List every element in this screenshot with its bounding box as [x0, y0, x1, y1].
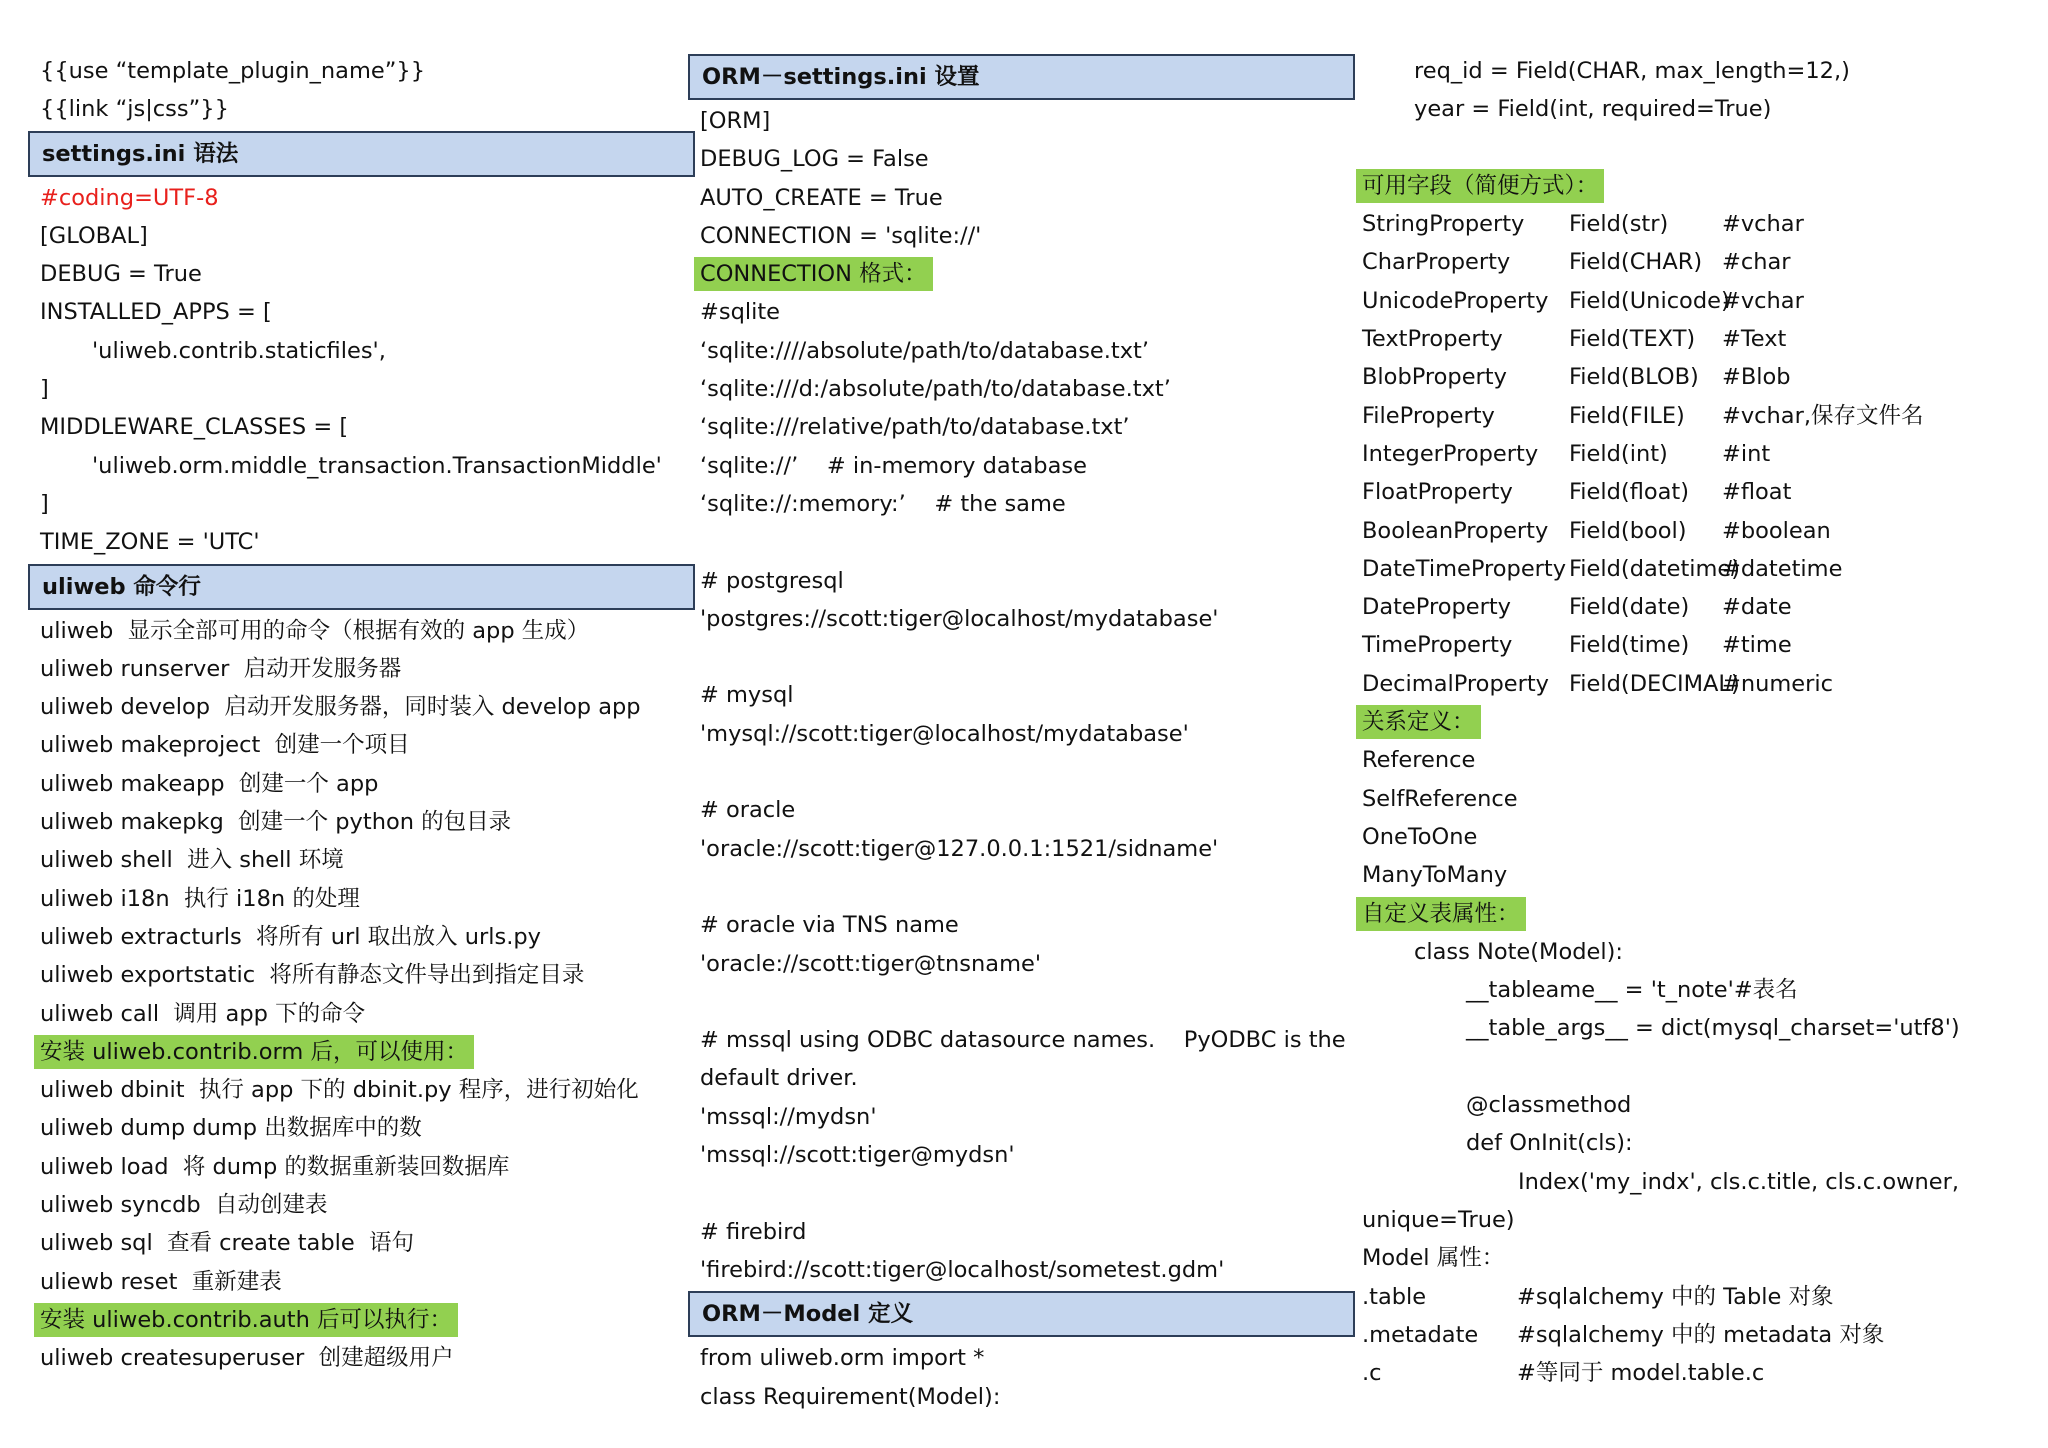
- db-type: #numeric: [1722, 670, 1834, 697]
- model-attribute-row: [1362, 1316, 2042, 1354]
- text-line: {{use “template_plugin_name”}}: [40, 58, 426, 84]
- field-shortcut: Field(DECIMAL): [1569, 670, 1740, 697]
- text-line: uliweb makeapp 创建一个 app: [40, 770, 379, 797]
- field-shortcut: Field(datetime): [1569, 555, 1741, 582]
- text-line: # firebird: [700, 1218, 807, 1245]
- blank-line: [700, 983, 1355, 1021]
- property-name: TextProperty: [1362, 326, 1503, 353]
- text-line: CONNECTION = 'sqlite://': [700, 222, 982, 249]
- field-shortcut: Field(int): [1569, 440, 1668, 467]
- field-row: [1362, 397, 2042, 435]
- model-fields-continued: [1362, 52, 2042, 205]
- attribute-name: .table: [1362, 1283, 1427, 1310]
- text-line: # oracle: [700, 797, 796, 824]
- column-right: [1362, 52, 2042, 1392]
- property-name: FloatProperty: [1362, 479, 1513, 506]
- db-type: #time: [1722, 632, 1792, 659]
- text-line: uliweb syncdb 自动创建表: [40, 1192, 328, 1219]
- field-shortcut: Field(str): [1569, 211, 1669, 238]
- field-shortcut: Field(bool): [1569, 517, 1687, 544]
- text-line: uliweb runserver 启动开发服务器: [40, 655, 402, 682]
- text-line: uliweb dump dump 出数据库中的数: [40, 1115, 422, 1142]
- text-line: uliweb i18n 执行 i18n 的处理: [40, 885, 360, 912]
- text-line: SelfReference: [1362, 785, 1518, 812]
- db-type: #vchar: [1722, 211, 1804, 238]
- text-line: MIDDLEWARE_CLASSES = [: [40, 414, 349, 441]
- text-line: AUTO_CREATE = True: [700, 184, 943, 211]
- text-line: # mssql using ODBC datasource names. PyODBC is the: [700, 1027, 1346, 1054]
- text-line: 'postgres://scott:tiger@localhost/mydatabase': [700, 605, 1219, 632]
- field-row: [1362, 626, 2042, 664]
- db-type: #int: [1722, 440, 1771, 467]
- attribute-name: .c: [1362, 1360, 1382, 1387]
- text-line: INSTALLED_APPS = [: [40, 299, 272, 326]
- field-row: [1362, 205, 2042, 243]
- text-line: Index('my_indx', cls.c.title, cls.c.owner,: [1518, 1168, 1959, 1195]
- text-line: 'oracle://scott:tiger@tnsname': [700, 950, 1042, 977]
- text-line: uliweb dbinit 执行 app 下的 dbinit.py 程序，进行初始化: [40, 1077, 639, 1104]
- attribute-name: .metadate: [1362, 1321, 1479, 1348]
- db-type: #boolean: [1722, 517, 1831, 544]
- relations-and-table-attrs: [1362, 703, 2042, 1277]
- attribute-description: #sqlalchemy 中的 metadata 对象: [1517, 1321, 1885, 1348]
- text-line: __table_args__ = dict(mysql_charset='utf8'): [1466, 1015, 1960, 1042]
- text-line: 'uliweb.orm.middle_transaction.TransactionMiddle': [92, 452, 662, 479]
- field-row: [1362, 435, 2042, 473]
- highlight-text: 自定义表属性：: [1356, 897, 1526, 931]
- blank-line: [700, 523, 1355, 561]
- text-line: __tableame__ = 't_note'#表名: [1466, 977, 1798, 1004]
- db-type: #Blob: [1722, 364, 1791, 391]
- text-line: uliweb 显示全部可用的命令（根据有效的 app 生成）: [40, 617, 590, 644]
- text-line: class Requirement(Model):: [700, 1383, 1001, 1410]
- text-line: OneToOne: [1362, 823, 1478, 850]
- text-line: from uliweb.orm import *: [700, 1345, 985, 1372]
- field-shortcut: Field(date): [1569, 594, 1690, 621]
- field-row: [1362, 358, 2042, 396]
- text-line: req_id = Field(CHAR, max_length=12,): [1414, 58, 1850, 84]
- field-row: [1362, 550, 2042, 588]
- section-header: ORM－Model 定义: [688, 1291, 1355, 1337]
- text-line: #sqlite: [700, 299, 781, 326]
- text-line: uliweb makepkg 创建一个 python 的包目录: [40, 809, 512, 836]
- text-line: [GLOBAL]: [40, 222, 148, 249]
- text-line: Reference: [1362, 747, 1476, 774]
- model-attribute-row: [1362, 1278, 2042, 1316]
- db-type: #vchar,保存文件名: [1722, 402, 1924, 429]
- text-line: # postgresql: [700, 567, 844, 594]
- text-line: uliweb makeproject 创建一个项目: [40, 732, 410, 759]
- highlighted-subheading: [700, 255, 1355, 293]
- property-name: UnicodeProperty: [1362, 287, 1549, 314]
- property-name: StringProperty: [1362, 211, 1525, 238]
- field-shortcut: Field(Unicode): [1569, 287, 1730, 314]
- text-line: class Note(Model):: [1414, 938, 1623, 965]
- field-row: [1362, 665, 2042, 703]
- db-type: #date: [1722, 594, 1792, 621]
- blank-line: [700, 753, 1355, 791]
- section-header: uliweb 命令行: [28, 564, 695, 610]
- text-line: ‘sqlite:///d:/absolute/path/to/database.txt’: [700, 376, 1171, 403]
- field-shortcut: Field(BLOB): [1569, 364, 1699, 391]
- field-types-table: [1362, 205, 2042, 703]
- db-type: #char: [1722, 249, 1791, 276]
- field-row: [1362, 588, 2042, 626]
- property-name: DateTimeProperty: [1362, 555, 1567, 582]
- column-left: [40, 52, 695, 1378]
- text-line: 'uliweb.contrib.staticfiles',: [92, 337, 386, 364]
- highlighted-subheading: [1362, 703, 2042, 741]
- text-line: uliweb call 调用 app 下的命令: [40, 1000, 366, 1027]
- model-attributes-table: [1362, 1278, 2042, 1393]
- text-line: ‘sqlite://:memory:’ # the same: [700, 490, 1066, 517]
- field-row: [1362, 473, 2042, 511]
- text-line: #coding=UTF-8: [40, 184, 219, 211]
- highlight-text: 可用字段（简便方式）：: [1356, 169, 1604, 203]
- db-type: #vchar: [1722, 287, 1804, 314]
- text-line: 'mysql://scott:tiger@localhost/mydatabase': [700, 720, 1189, 747]
- property-name: FileProperty: [1362, 402, 1495, 429]
- field-row: [1362, 243, 2042, 281]
- highlight-text: 安装 uliweb.contrib.orm 后，可以使用：: [34, 1035, 474, 1069]
- highlight-text: 安装 uliweb.contrib.auth 后可以执行：: [34, 1303, 458, 1337]
- text-line: uliweb sql 查看 create table 语句: [40, 1230, 415, 1257]
- highlighted-subheading: [1362, 167, 2042, 205]
- property-name: DateProperty: [1362, 594, 1511, 621]
- text-line: year = Field(int, required=True): [1414, 96, 1772, 123]
- field-shortcut: Field(float): [1569, 479, 1690, 506]
- text-line: ]: [40, 376, 49, 403]
- field-shortcut: Field(FILE): [1569, 402, 1685, 429]
- text-line: DEBUG = True: [40, 261, 202, 288]
- highlight-text: CONNECTION 格式：: [694, 257, 933, 291]
- db-type: #Text: [1722, 326, 1787, 353]
- highlight-text: 关系定义：: [1356, 705, 1481, 739]
- text-line: @classmethod: [1466, 1092, 1632, 1119]
- property-name: CharProperty: [1362, 249, 1511, 276]
- highlighted-subheading: [1362, 895, 2042, 933]
- field-row: [1362, 282, 2042, 320]
- highlighted-subheading: [40, 1301, 695, 1339]
- section-header: settings.ini 语法: [28, 131, 695, 177]
- blank-line: [700, 638, 1355, 676]
- property-name: BooleanProperty: [1362, 517, 1549, 544]
- text-line: Model 属性：: [1362, 1245, 1505, 1272]
- blank-line: [1362, 1048, 2042, 1086]
- field-row: [1362, 320, 2042, 358]
- text-line: uliweb exportstatic 将所有静态文件导出到指定目录: [40, 962, 585, 989]
- text-line: 'oracle://scott:tiger@127.0.0.1:1521/sidname': [700, 835, 1219, 862]
- field-row: [1362, 512, 2042, 550]
- field-shortcut: Field(time): [1569, 632, 1690, 659]
- text-line: ]: [40, 490, 49, 517]
- text-line: uliweb shell 进入 shell 环境: [40, 847, 344, 874]
- property-name: IntegerProperty: [1362, 440, 1539, 467]
- text-line: ‘sqlite:///relative/path/to/database.txt’: [700, 414, 1130, 441]
- db-type: #datetime: [1722, 555, 1843, 582]
- text-line: uliweb createsuperuser 创建超级用户: [40, 1345, 454, 1372]
- text-line: 'mssql://mydsn': [700, 1103, 877, 1130]
- blank-line: [700, 1174, 1355, 1212]
- model-attribute-row: [1362, 1354, 2042, 1392]
- text-line: default driver.: [700, 1065, 858, 1092]
- field-shortcut: Field(CHAR): [1569, 249, 1703, 276]
- property-name: DecimalProperty: [1362, 670, 1549, 697]
- text-line: [ORM]: [700, 108, 771, 134]
- attribute-description: #sqlalchemy 中的 Table 对象: [1517, 1283, 1834, 1310]
- text-line: {{link “js|css”}}: [40, 96, 229, 123]
- text-line: ManyToMany: [1362, 862, 1508, 889]
- blank-line: [700, 868, 1355, 906]
- text-line: ‘sqlite://’ # in-memory database: [700, 452, 1087, 479]
- text-line: # mysql: [700, 682, 794, 709]
- text-line: DEBUG_LOG = False: [700, 146, 929, 173]
- text-line: uliweb load 将 dump 的数据重新装回数据库: [40, 1153, 510, 1180]
- text-line: 'mssql://scott:tiger@mydsn': [700, 1142, 1015, 1169]
- text-line: 'firebird://scott:tiger@localhost/sometest.gdm': [700, 1256, 1225, 1283]
- text-line: uliweb extracturls 将所有 url 取出放入 urls.py: [40, 923, 541, 950]
- text-line: def OnInit(cls):: [1466, 1130, 1633, 1157]
- text-line: ‘sqlite:////absolute/path/to/database.txt’: [700, 337, 1150, 364]
- blank-line: [1362, 129, 2042, 167]
- text-line: TIME_ZONE = 'UTC': [40, 529, 260, 556]
- db-type: #float: [1722, 479, 1792, 506]
- column-middle: [700, 52, 1355, 1416]
- text-line: # oracle via TNS name: [700, 912, 959, 939]
- field-shortcut: Field(TEXT): [1569, 326, 1696, 353]
- section-header: ORM－settings.ini 设置: [688, 54, 1355, 100]
- text-line: uliweb develop 启动开发服务器，同时装入 develop app: [40, 694, 641, 721]
- property-name: BlobProperty: [1362, 364, 1507, 391]
- attribute-description: #等同于 model.table.c: [1517, 1360, 1765, 1387]
- highlighted-subheading: [40, 1033, 695, 1071]
- property-name: TimeProperty: [1362, 632, 1513, 659]
- text-line: uliewb reset 重新建表: [40, 1268, 282, 1295]
- text-line: unique=True): [1362, 1206, 1515, 1233]
